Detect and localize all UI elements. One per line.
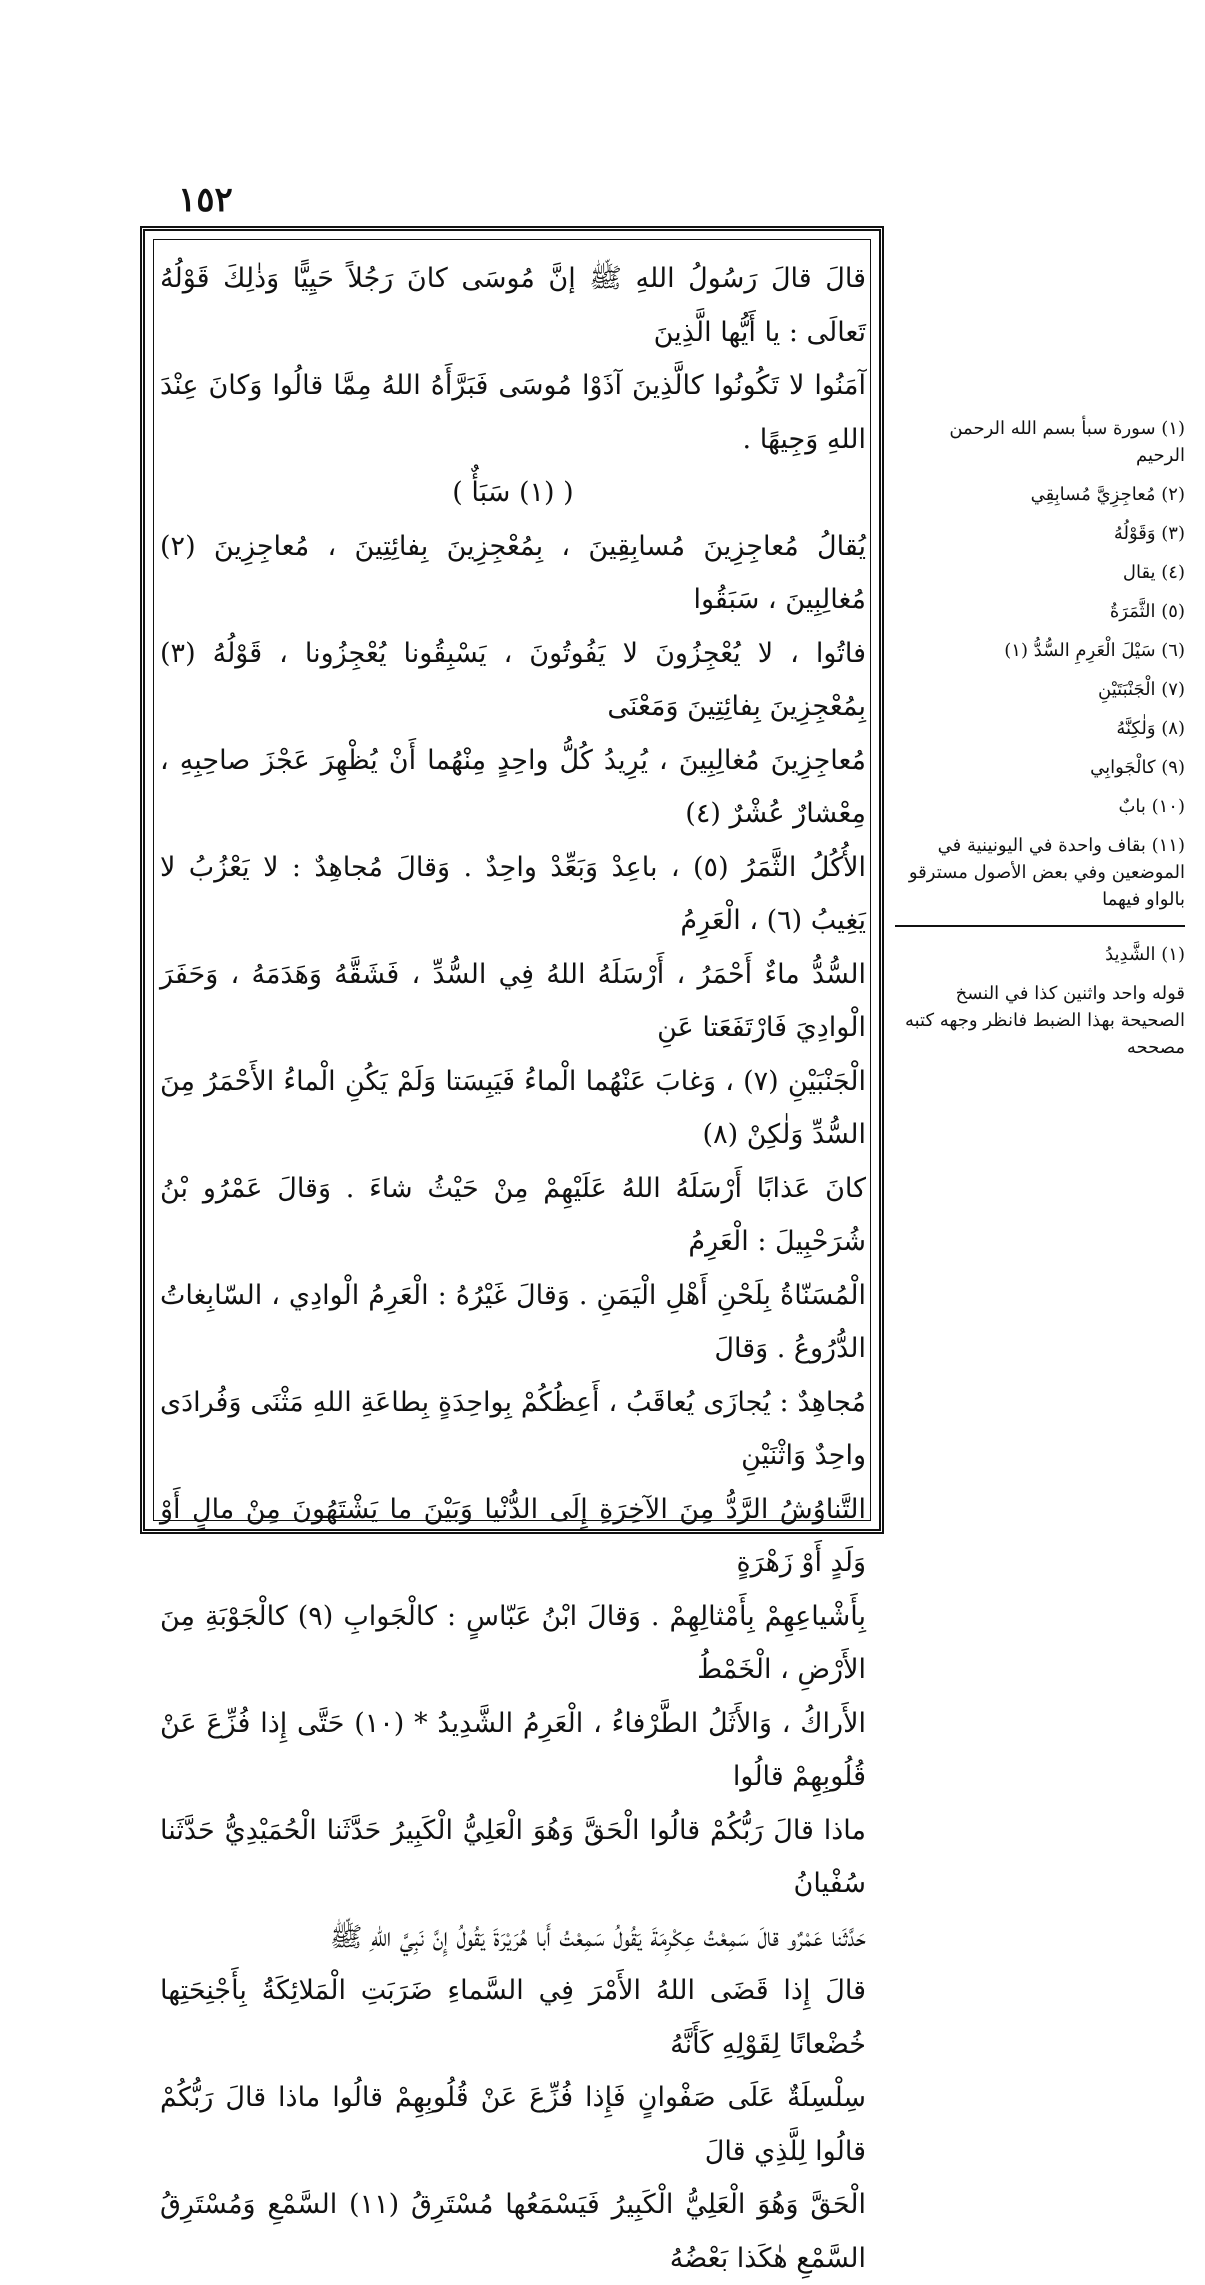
text-line: الأَراكُ ، وَالأَثَلُ الطَّرْفاءُ ، الْعَرِمُ الشَّدِيدُ * (١٠) حَتَّى إِذا فُزِّعَ عَنْ قُلُوبِهِمْ قالُوا [160,1707,866,1792]
text-line: الْمُسَنّاةُ بِلَحْنِ أَهْلِ الْيَمَنِ . وَقالَ غَيْرُهُ : الْعَرِمُ الْوادِي ، السّابِغاتُ الدُّرُوعُ . وَقالَ [160,1279,866,1364]
marginal-note: (٦) سَيْلَ الْعَرِمِ السُّدُّ (١) [1004,640,1185,661]
text-line: الأُكُلُ الثَّمَرُ (٥) ، باعِدْ وَبَعِّدْ واحِدٌ . وَقالَ مُجاهِدٌ : لا يَعْزُبُ لا يَغِيبُ (٦) ، الْعَرِمُ [160,851,866,936]
marginal-note: (٩) كالْجَوابِي [1090,757,1185,778]
text-line: ماذا قالَ رَبُّكُمْ قالُوا الْحَقَّ وَهُوَ الْعَلِيُّ الْكَبِيرُ حَدَّثَنا الْحُمَيْدِيُّ حَدَّثَنا سُفْيانُ [160,1814,866,1899]
marginal-note: (٥) الثَّمَرَةُ [1109,601,1185,622]
sub-note: قوله واحد واثنين كذا في النسخ الصحيحة بهذا الضبط فانظر وجهه كتبه مصححه [904,983,1185,1058]
marginal-note: (٧) الْجَنْبَتَيْنِ [1098,679,1185,700]
text-line: السُّدُّ ماءٌ أَحْمَرُ ، أَرْسَلَهُ اللهُ فِي السُّدِّ ، فَشَقَّهُ وَهَدَمَهُ ، وَحَفَرَ الْوادِيَ فَارْتَفَعَتا عَنِ [160,958,866,1043]
text-line: كانَ عَذابًا أَرْسَلَهُ اللهُ عَلَيْهِمْ مِنْ حَيْثُ شاءَ . وَقالَ عَمْرُو بْنُ شُرَحْبِيلَ : الْعَرِمُ [160,1172,866,1257]
text-line: حَدَّثَنا عَمْرٌو قالَ سَمِعْتُ عِكْرِمَةَ يَقُولُ سَمِعْتُ أَبا هُرَيْرَةَ يَقُولُ إِنَّ نَبِيَّ اللهِ ﷺ [329,1921,866,1953]
marginal-note: (١) سورة سبأ بسم الله الرحمن الرحيم [949,418,1185,466]
notes-divider [895,925,1185,927]
marginal-note: (١٠) بابٌ [1118,796,1185,817]
text-line: بِأَشْياعِهِمْ بِأَمْثالِهِمْ . وَقالَ ابْنُ عَبّاسٍ : كالْجَوابِ (٩) كالْجَوْبَةِ مِنَ الأَرْضِ ، الْخَمْطُ [160,1600,867,1685]
marginal-note: (١١) بقاف واحدة في اليونينية في الموضعين وفي بعض الأصول مسترقو بالواو فيهما [908,835,1185,910]
marginal-note: (٤) يقال [1122,562,1185,583]
text-line: التَّناوُشُ الرَّدُّ مِنَ الآخِرَةِ إِلَى الدُّنْيا وَبَيْنَ ما يَشْتَهُونَ مِنْ مالٍ أَوْ وَلَدٍ أَوْ زَهْرَةٍ [160,1493,866,1578]
text-line: آمَنُوا لا تَكُونُوا كالَّذِينَ آذَوْا مُوسَى فَبَرَّأَهُ اللهُ مِمَّا قالُوا وَكانَ عِنْدَ اللهِ وَجِيهًا . [160,370,866,455]
marginal-note: (٣) وَقَوْلُهُ [1113,523,1185,544]
text-line: مُجاهِدٌ : يُجازَى يُعاقَبُ ، أَعِظُكُمْ بِواحِدَةٍ بِطاعَةِ اللهِ مَثْنَى وَفُرادَى واحِدٌ وَاثْنَيْنِ [160,1386,866,1471]
sub-note: (١) الشَّدِيدُ [1105,944,1185,965]
chapter-heading: ( (١) سَبَأٌ ) [452,477,574,508]
text-line: قالَ إِذا قَضَى اللهُ الأَمْرَ فِي السَّماءِ ضَرَبَتِ الْمَلائِكَةُ بِأَجْنِحَتِها خُضْعانًا لِقَوْلِهِ كَأَنَّهُ [160,1975,866,2060]
marginal-note: (٢) مُعاجِزِيَّ مُسابِقِي [1030,484,1185,505]
text-line: سِلْسِلَةٌ عَلَى صَفْوانٍ فَإِذا فُزِّعَ عَنْ قُلُوبِهِمْ قالُوا ماذا قالَ رَبُّكُمْ قالُوا لِلَّذِي قالَ [160,2082,866,2167]
marginal-notes [895,415,1185,1073]
text-line: قالَ قالَ رَسُولُ اللهِ ﷺ إنَّ مُوسَى كانَ رَجُلاً حَيِيًّا وَذٰلِكَ قَوْلُهُ تَعالَى : يا أَيُّها الَّذِينَ [160,263,866,348]
text-line: الْحَقَّ وَهُوَ الْعَلِيُّ الْكَبِيرُ فَيَسْمَعُها مُسْتَرِقُ (١١) السَّمْعِ وَمُسْتَرِقُ السَّمْعِ هٰكَذا بَعْضُهُ [160,2189,866,2274]
text-line: الْجَنْبَيْنِ (٧) ، وَغابَ عَنْهُما الْماءُ فَيَبِسَتا وَلَمْ يَكُنِ الْماءُ الأَحْمَرُ مِنَ السُّدِّ وَلٰكِنْ (٨) [160,1065,866,1150]
page-number: ١٥٢ [178,180,233,220]
marginal-note: (٨) وَلٰكِنَّهُ [1116,718,1185,739]
text-line: فاتُوا ، لا يُعْجِزُونَ لا يَفُوتُونَ ، يَسْبِقُونا يُعْجِزُونا ، قَوْلُهُ (٣) بِمُعْجِزِينَ بِفائِتِينَ وَمَعْنَى [160,637,866,722]
text-line: مُعاجِزِينَ مُغالِبِينَ ، يُرِيدُ كُلُّ واحِدٍ مِنْهُما أَنْ يُظْهِرَ عَجْزَ صاحِبِهِ ، مِعْشارٌ عُشْرٌ (٤) [160,744,866,829]
main-text [160,252,866,2285]
text-line: يُقالُ مُعاجِزِينَ مُسابِقِينَ ، بِمُعْجِزِينَ بِفائِتِينَ ، مُعاجِزِينَ (٢) مُغالِبِينَ ، سَبَقُوا [160,530,866,615]
